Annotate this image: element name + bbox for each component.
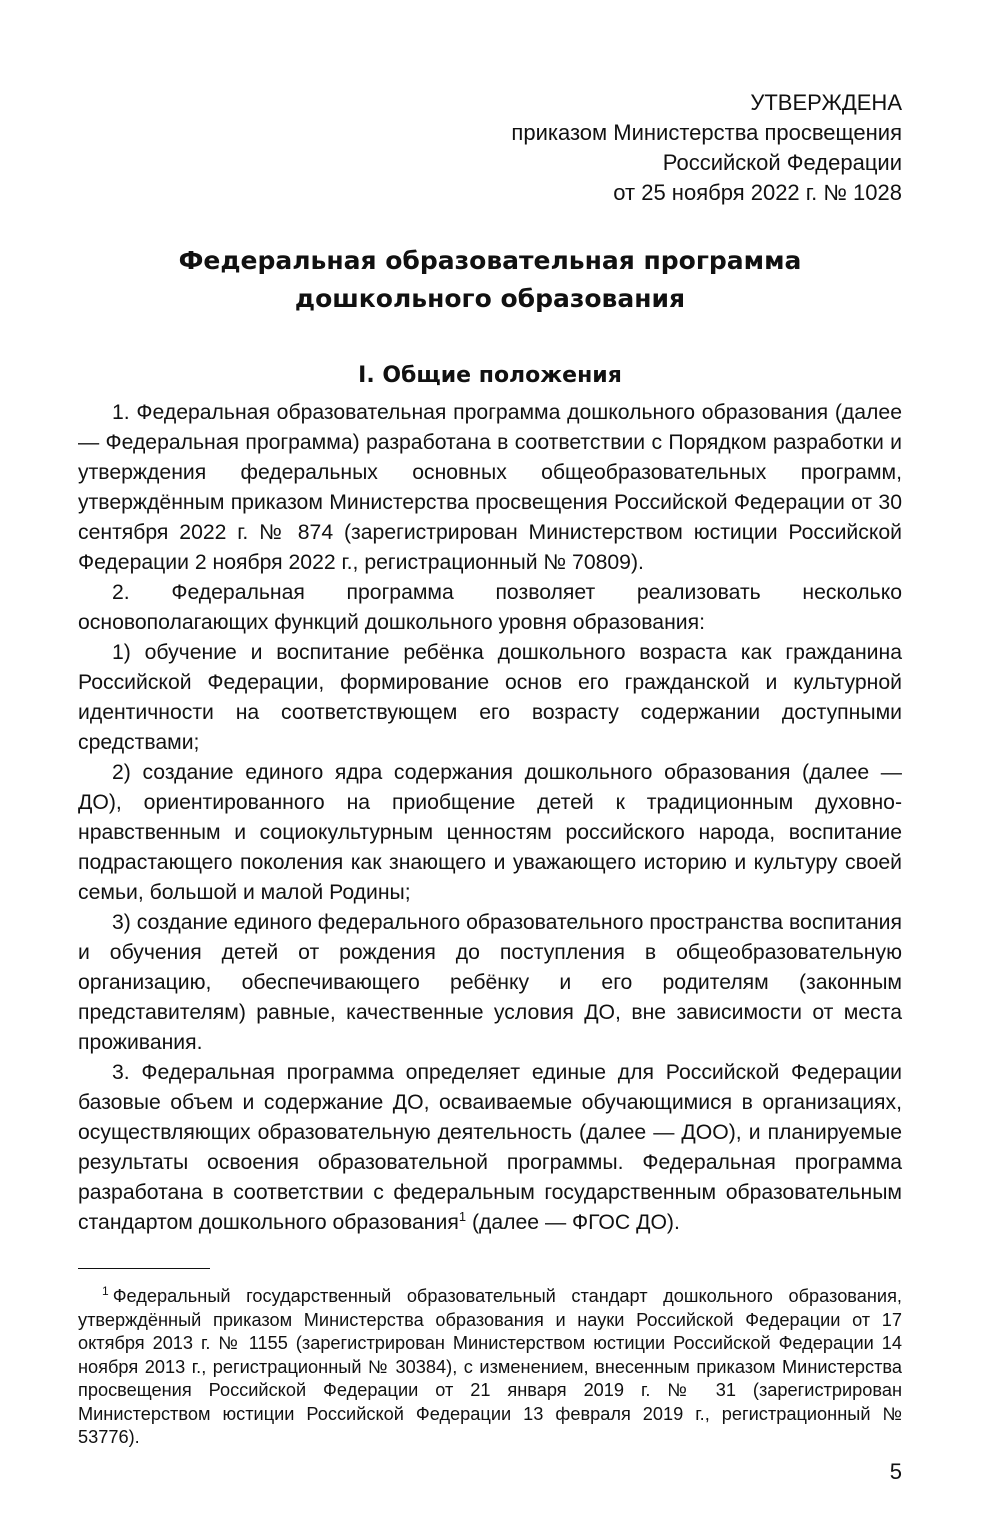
approval-date-line: от 25 ноября 2022 г. № 1028 [613, 180, 902, 205]
paragraph-3 [78, 1058, 902, 1238]
footnote [78, 1285, 902, 1450]
document-title-line-1: Федеральная образовательная программа [178, 246, 802, 275]
approval-heading: УТВЕРЖДЕНА [750, 90, 902, 115]
paragraph-2: 2. Федеральная программа позволяет реализовать несколько основополагающих функций дошкольного уровня образования: [78, 581, 902, 634]
paragraph-1: 1. Федеральная образовательная программа дошкольного образования (далее — Федеральная программа) разработана в соответствии с Порядком разработки и утверждения федеральных основных общеобразовательных программ, утверждённым приказом Министерства просвещения Российской Федерации от 30 сентября 2022 г. № 874 (зарегистрирован Министерством юстиции Российской Федерации 2 ноября 2022 г., регистрационный № 70809). [78, 401, 902, 574]
paragraph-3-tail: (далее — ФГОС ДО). [466, 1211, 680, 1234]
footnote-reference[interactable]: 1 [458, 1208, 467, 1224]
document-title [78, 242, 902, 318]
approval-country-line: Российской Федерации [662, 150, 902, 175]
document-page [78, 88, 902, 1450]
list-item-3: 3) создание единого федерального образовательного пространства воспитания и обучения детей от рождения до поступления в общеобразовательную организацию, обеспечивающего ребёнку и его родителям (законным представителям) равные, качественные условия ДО, вне зависимости от места проживания. [78, 911, 902, 1054]
footnote-mark: 1 [102, 1283, 109, 1298]
paragraph-3-text: 3. Федеральная программа определяет единые для Российской Федерации базовые объем и содержание ДО, осваиваемые обучающимися в организациях, осуществляющих образовательную деятельность (далее — ДОО), и планируемые результаты освоения образовательной программы. Федеральная программа разработана в соответствии с федеральным государственным образовательным стандартом дошкольного образования [78, 1061, 902, 1234]
approval-order-line: приказом Министерства просвещения [511, 120, 902, 145]
section-heading: I. Общие положения [358, 363, 622, 388]
document-title-line-2: дошкольного образования [294, 284, 686, 313]
footnote-text: Федеральный государственный образовательный стандарт дошкольного образования, утверждённый приказом Министерства образования и науки Российской Федерации от 17 октября 2013 г. № 1155 (зарегистрирован Министерством юстиции Российской Федерации 14 ноября 2013 г., регистрационный № 30384), с изменением, внесенным приказом Министерства просвещения Российской Федерации от 21 января 2019 г. № 31 (зарегистрирован Министерством юстиции Российской Федерации 13 февраля 2019 г., регистрационный № 53776). [78, 1286, 902, 1447]
footnote-divider [78, 1268, 210, 1269]
approval-stamp [78, 88, 902, 208]
list-item-1: 1) обучение и воспитание ребёнка дошкольного возраста как гражданина Российской Федерации, формирование основ его гражданской и культурной идентичности на соответствующем его возрасту содержании доступными средствами; [78, 641, 902, 754]
page-number: 5 [889, 1459, 902, 1484]
list-item-2: 2) создание единого ядра содержания дошкольного образования (далее — ДО), ориентированного на приобщение детей к традиционным духовно-нравственным и социокультурным ценностям российского народа, воспитание подрастающего поколения как знающего и уважающего историю и культуру своей семьи, большой и малой Родины; [78, 761, 902, 904]
